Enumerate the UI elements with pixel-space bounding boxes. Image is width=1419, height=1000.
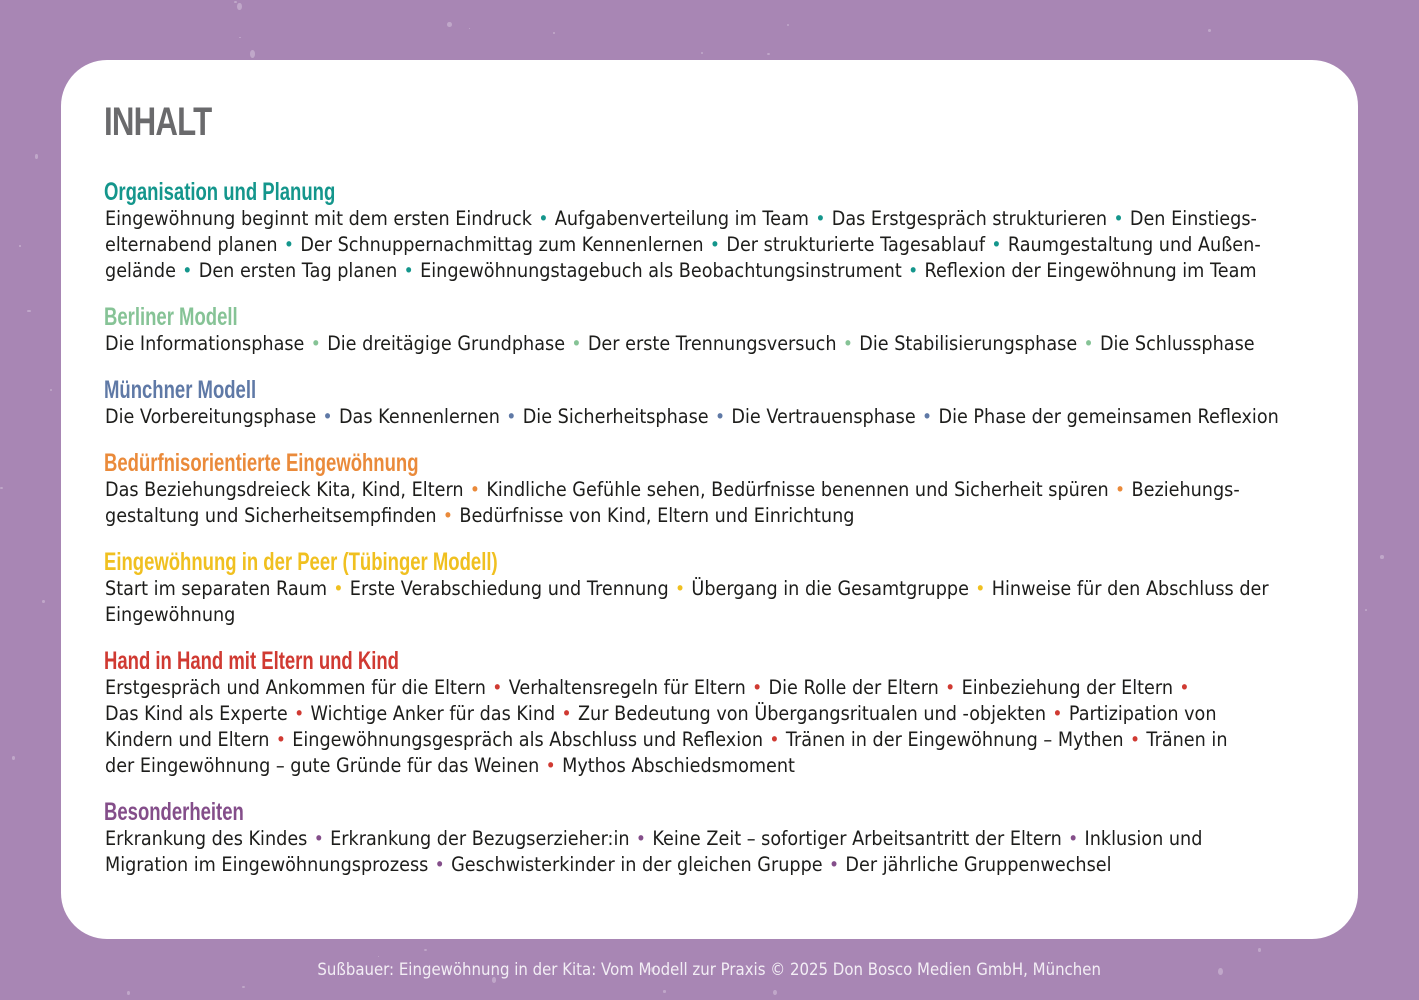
section-heading: Hand in Hand mit Eltern und Kind <box>104 647 399 675</box>
bullet-separator-icon: • <box>437 505 459 527</box>
toc-line <box>105 701 1217 727</box>
bullet-separator-icon: • <box>288 703 310 725</box>
toc-line <box>105 753 795 779</box>
section-heading: Bedürfnisorientierte Eingewöhnung <box>104 449 419 477</box>
bullet-separator-icon: • <box>1046 703 1068 725</box>
bullet-separator-icon: • <box>317 406 339 428</box>
bullet-separator-icon: • <box>1109 479 1131 501</box>
bullet-separator-icon: • <box>916 406 938 428</box>
section-heading: Münchner Modell <box>104 376 257 404</box>
toc-entry: Die dreitägige Grundphase <box>327 332 566 355</box>
section-heading: Besonderheiten <box>104 798 244 826</box>
toc-entry: Das Erstgespräch strukturieren <box>831 207 1108 230</box>
toc-entry: Der Schnuppernachmittag zum Kennenlernen <box>300 233 704 256</box>
bullet-separator-icon: • <box>837 333 859 355</box>
bullet-separator-icon: • <box>532 208 554 230</box>
bullet-separator-icon: • <box>464 479 486 501</box>
toc-entry: Mythos Abschiedsmoment <box>562 754 795 777</box>
toc-entry: Erkrankung des Kindes <box>105 827 308 850</box>
toc-entry: Das Kind als Experte <box>105 702 288 725</box>
bullet-separator-icon: • <box>1078 333 1100 355</box>
toc-line <box>105 404 1279 430</box>
bullet-separator-icon: • <box>985 234 1007 256</box>
toc-line <box>105 258 1257 284</box>
toc-entry: Kindliche Gefühle sehen, Bedürfnisse benennen und Sicherheit spüren <box>486 478 1109 501</box>
bullet-separator-icon: • <box>1124 729 1146 751</box>
toc-entry: Migration im Eingewöhnungsprozess <box>105 853 429 876</box>
section-heading: Eingewöhnung in der Peer (Tübinger Modell) <box>104 548 498 576</box>
page-title: INHALT <box>104 100 212 144</box>
toc-line <box>105 602 235 628</box>
toc-entry: Eingewöhnungstagebuch als Beobachtungsinstrument <box>420 259 902 282</box>
footer-text: Sußbauer: Eingewöhnung in der Kita: Vom Modell zur Praxis © 2025 Don Bosco Medien GmbH, München <box>317 960 1102 980</box>
toc-line <box>105 206 1257 232</box>
toc-entry: Der erste Trennungsversuch <box>587 332 837 355</box>
toc-line <box>105 503 854 529</box>
toc-line <box>105 576 1269 602</box>
toc-entry: der Eingewöhnung – gute Gründe für das Weinen <box>105 754 540 777</box>
toc-entry: gelände <box>105 259 176 282</box>
toc-entry: Erkrankung der Bezugserzieher:in <box>330 827 630 850</box>
bullet-separator-icon: • <box>556 703 578 725</box>
toc-entry: Wichtige Anker für das Kind <box>310 702 556 725</box>
section-heading: Organisation und Planung <box>104 178 336 206</box>
toc-entry: Inklusion und <box>1084 827 1203 850</box>
toc-entry: Das Beziehungsdreieck Kita, Kind, Eltern <box>105 478 464 501</box>
bullet-separator-icon: • <box>823 854 845 876</box>
toc-entry: Tränen in <box>1146 728 1228 751</box>
bullet-separator-icon: • <box>398 260 420 282</box>
toc-entry: Eingewöhnung beginnt mit dem ersten Eindruck <box>105 207 532 230</box>
bullet-separator-icon: • <box>176 260 198 282</box>
bullet-separator-icon: • <box>565 333 587 355</box>
toc-entry: Die Informationsphase <box>105 332 305 355</box>
toc-line <box>105 331 1255 357</box>
toc-entry: Die Sicherheitsphase <box>522 405 709 428</box>
toc-entry: Kindern und Eltern <box>105 728 270 751</box>
copyright-footer <box>0 960 1419 980</box>
toc-entry: Eingewöhnung <box>105 603 236 626</box>
toc-entry: Beziehungs- <box>1131 478 1240 501</box>
bullet-separator-icon: • <box>429 854 451 876</box>
bullet-separator-icon: • <box>1062 828 1084 850</box>
bullet-separator-icon: • <box>669 578 691 600</box>
toc-entry: Reflexion der Eingewöhnung im Team <box>924 259 1257 282</box>
toc-entry: Die Rolle der Eltern <box>768 676 939 699</box>
toc-entry: Die Vertrauensphase <box>731 405 916 428</box>
toc-entry: Geschwisterkinder in der gleichen Gruppe <box>451 853 823 876</box>
bullet-separator-icon: • <box>305 333 327 355</box>
toc-entry: Erstgespräch und Ankommen für die Eltern <box>105 676 486 699</box>
toc-entry: Tränen in der Eingewöhnung – Mythen <box>785 728 1124 751</box>
toc-entry: Die Vorbereitungsphase <box>105 405 317 428</box>
toc-entry: Den Einstiegs- <box>1129 207 1257 230</box>
toc-entry: Die Stabilisierungsphase <box>859 332 1078 355</box>
toc-line <box>105 675 1190 701</box>
toc-entry: Hinweise für den Abschluss der <box>991 577 1269 600</box>
bullet-separator-icon: • <box>939 677 961 699</box>
toc-entry: Erste Verabschiedung und Trennung <box>349 577 669 600</box>
toc-entry: Die Schlussphase <box>1099 332 1255 355</box>
toc-entry: Aufgabenverteilung im Team <box>554 207 809 230</box>
bullet-separator-icon: • <box>704 234 726 256</box>
toc-entry: Bedürfnisse von Kind, Eltern und Einrichtung <box>459 504 855 527</box>
bullet-separator-icon: • <box>270 729 292 751</box>
toc-line <box>105 232 1261 258</box>
toc-entry: Zur Bedeutung von Übergangsritualen und -objekten <box>577 702 1047 725</box>
bullet-separator-icon: • <box>709 406 731 428</box>
toc-entry: Keine Zeit – sofortiger Arbeitsantritt der Eltern <box>652 827 1062 850</box>
bullet-separator-icon: • <box>308 828 330 850</box>
toc-entry: Den ersten Tag planen <box>198 259 398 282</box>
toc-entry: Das Kennenlernen <box>338 405 500 428</box>
bullet-separator-icon: • <box>327 578 349 600</box>
section-heading: Berliner Modell <box>104 303 238 331</box>
bullet-separator-icon: • <box>630 828 652 850</box>
toc-entry: Verhaltensregeln für Eltern <box>508 676 746 699</box>
toc-entry: elternabend planen <box>105 233 278 256</box>
bullet-separator-icon: • <box>1173 677 1190 699</box>
bullet-separator-icon: • <box>902 260 924 282</box>
toc-entry: Partizipation von <box>1068 702 1217 725</box>
toc-line <box>105 826 1202 852</box>
toc-entry: Raumgestaltung und Außen- <box>1007 233 1261 256</box>
bullet-separator-icon: • <box>969 578 991 600</box>
bullet-separator-icon: • <box>1108 208 1129 230</box>
toc-entry: Der jährliche Gruppenwechsel <box>845 853 1112 876</box>
bullet-separator-icon: • <box>486 677 508 699</box>
bullet-separator-icon: • <box>540 755 562 777</box>
bullet-separator-icon: • <box>278 234 300 256</box>
bullet-separator-icon: • <box>763 729 785 751</box>
toc-line <box>105 852 1112 878</box>
toc-entry: gestaltung und Sicherheitsempfinden <box>105 504 437 527</box>
toc-line <box>105 727 1228 753</box>
toc-line <box>105 477 1240 503</box>
toc-entry: Übergang in die Gesamtgruppe <box>691 577 969 600</box>
toc-entry: Start im separaten Raum <box>105 577 328 600</box>
toc-entry: Die Phase der gemeinsamen Reflexion <box>938 405 1279 428</box>
bullet-separator-icon: • <box>500 406 522 428</box>
toc-entry: Eingewöhnungsgespräch als Abschluss und Reflexion <box>292 728 764 751</box>
bullet-separator-icon: • <box>809 208 831 230</box>
toc-entry: Der strukturierte Tagesablauf <box>726 233 986 256</box>
toc-entry: Einbeziehung der Eltern <box>961 676 1174 699</box>
bullet-separator-icon: • <box>746 677 768 699</box>
